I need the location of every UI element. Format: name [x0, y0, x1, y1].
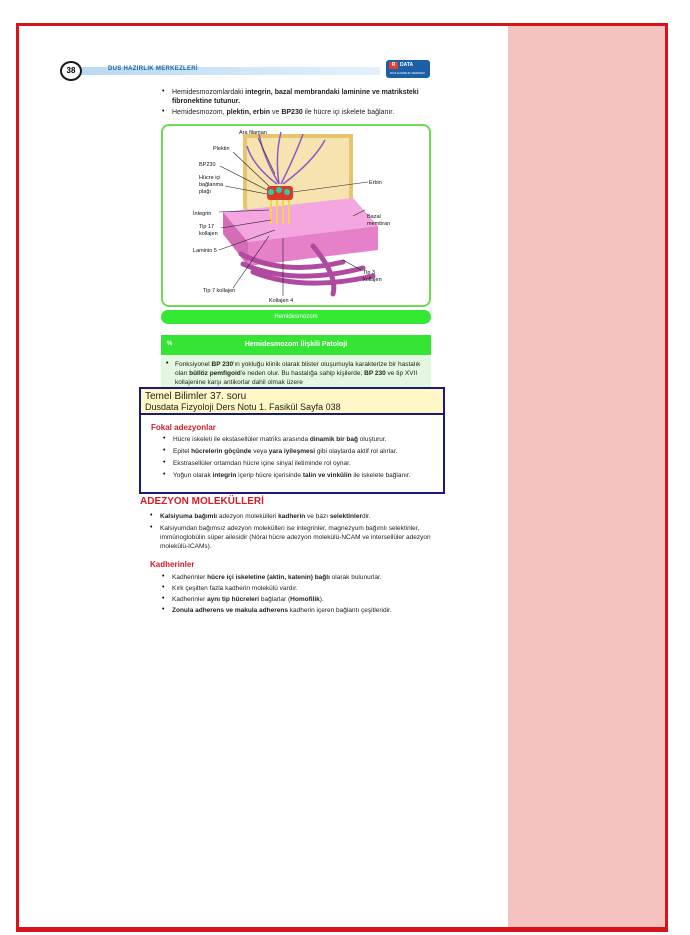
pathology-text: Fonksiyonel BP 230'ın yokluğu klinik olarak blister oluşumuyla karakterize bir hastalık olan büllöz pemfigoid'e neden olur. Bu hastalığa sahip kişilerde, BP 230 ve tip XVII kollajenine karşı antikorlar dahil olmak üzere	[175, 361, 421, 386]
reference-subtitle: Dusdata Fizyoloji Ders Notu 1. Fasikül Sayfa 038	[145, 402, 341, 412]
kadherin-title: Kadherinler	[150, 560, 195, 569]
bullet-icon: •	[150, 512, 153, 519]
label-laminin: Laminin 5	[193, 248, 217, 254]
adhesion-bullet-1: Kalsiyuma bağımlı adezyon molekülleri kadherin ve bazı selektinlerdir.	[160, 513, 371, 520]
bullet-icon: •	[162, 573, 165, 580]
bullet-icon: •	[163, 459, 166, 466]
label-hucre-ici-1: Hücre içi	[199, 175, 221, 181]
top-bullet-1: Hemidesmozomlardaki integrin, bazal membrandaki laminine ve matriksteki fibronektine tutunur.	[172, 89, 419, 105]
kadherin-bullet-3: Kadherinler aynı tip hücreleri bağlarlar (Homofilik).	[172, 596, 324, 603]
hemidesmosome-illustration	[163, 126, 429, 305]
label-kollajen4: Kollajen 4	[269, 298, 294, 304]
reference-title: Temel Bilimler 37. soru	[145, 391, 247, 402]
reference-header	[141, 389, 443, 415]
label-ara-filaman: Ara filaman	[239, 130, 267, 136]
kadherin-bullet-2: Kırk çeşitten fazla kadherin molekülü vardır.	[172, 585, 298, 592]
bullet-icon: •	[163, 471, 166, 478]
pathology-body	[161, 355, 431, 389]
kadherin-bullet-1: Kadherinler hücre içi iskeletine (aktin, katenin) bağlı olarak bulunurlar.	[172, 574, 382, 581]
bullet-icon: •	[162, 606, 165, 613]
bullet-icon: •	[162, 595, 165, 602]
label-erbin: Erbin	[369, 180, 382, 186]
label-hucre-ici-3: plağı	[199, 189, 211, 195]
label-tip3-2: kollajen	[363, 277, 382, 283]
adhesion-bullet-2: Kalsiyumdan bağımsız adezyon molekülleri ise integrinler, magnezyum bağımlı selektinler, immünoglobülin süper ailesidir (Nöral hücre adezyon molekülü-NCAM ve intersellüler adezyon molekülü-ICAMs).	[160, 525, 431, 550]
label-hucre-ici-2: bağlanma	[199, 182, 224, 188]
bullet-icon: •	[166, 360, 169, 367]
header-title: DUS HAZIRLIK MERKEZLERİ	[108, 66, 198, 72]
bullet-icon: •	[162, 88, 165, 95]
hemidesmosome-figure	[161, 124, 431, 307]
label-tip17-1: Tip 17	[199, 224, 215, 230]
label-integrin: İntegrin	[193, 211, 212, 217]
side-panel	[508, 26, 665, 927]
pathology-header	[161, 335, 431, 355]
bullet-icon: •	[163, 435, 166, 442]
top-bullet-2: Hemidesmozom, plektin, erbin ve BP230 ile hücre içi iskelete bağlanır.	[172, 109, 395, 116]
bullet-icon: •	[163, 447, 166, 454]
logo-letter: R	[389, 62, 398, 69]
reference-box	[139, 387, 445, 494]
bullet-icon: •	[162, 108, 165, 115]
bullet-icon: •	[162, 584, 165, 591]
adhesion-title: ADEZYON MOLEKÜLLERİ	[140, 496, 264, 507]
page-number: 38	[60, 61, 82, 81]
brand-logo	[386, 60, 430, 78]
kadherin-bullet-4: Zonula adherens ve makula adherens kadherin içeren bağlantı çeşitleridir.	[172, 607, 392, 614]
focal-bullet-3: Ekstrasellüler ortamdan hücre içine sinyal iletiminde rol oynar.	[173, 460, 351, 467]
label-tip17-2: kollajen	[199, 231, 218, 237]
page-header	[60, 60, 430, 80]
bullet-icon: •	[150, 524, 153, 531]
focal-bullet-4: Yoğun olarak integrin içerip hücre içerisinde talin ve vinkülin ile iskelete bağlanır.	[173, 472, 411, 479]
figure-caption: Hemidesmozom	[161, 310, 431, 324]
label-tip7: Tip 7 kollajen	[203, 288, 236, 294]
focal-bullet-2: Epitel hücrelerin göçünde veya yara iyileşmesi gibi olaylarda aktif rol alırlar.	[173, 448, 398, 455]
label-bazal-1: Bazal	[367, 214, 381, 220]
label-bazal-2: membran	[367, 221, 391, 227]
pathology-title: Hemidesmozom İlişkili Patoloji	[244, 341, 348, 348]
logo-subtitle: DUS HAZIRLIK MERKEZİ	[390, 71, 425, 75]
label-tip3-1: Tip 3	[363, 270, 376, 276]
logo-text: DATA	[400, 62, 414, 68]
focal-adhesion-title: Fokal adezyonlar	[151, 423, 216, 432]
focal-bullet-1: Hücre iskeleti ile ekstasellüler matriks arasında dinamik bir bağ oluşturur.	[173, 436, 387, 443]
label-plektin: Plektin	[213, 146, 230, 152]
label-bp230: BP230	[199, 162, 216, 168]
percent-icon: %	[167, 341, 173, 347]
